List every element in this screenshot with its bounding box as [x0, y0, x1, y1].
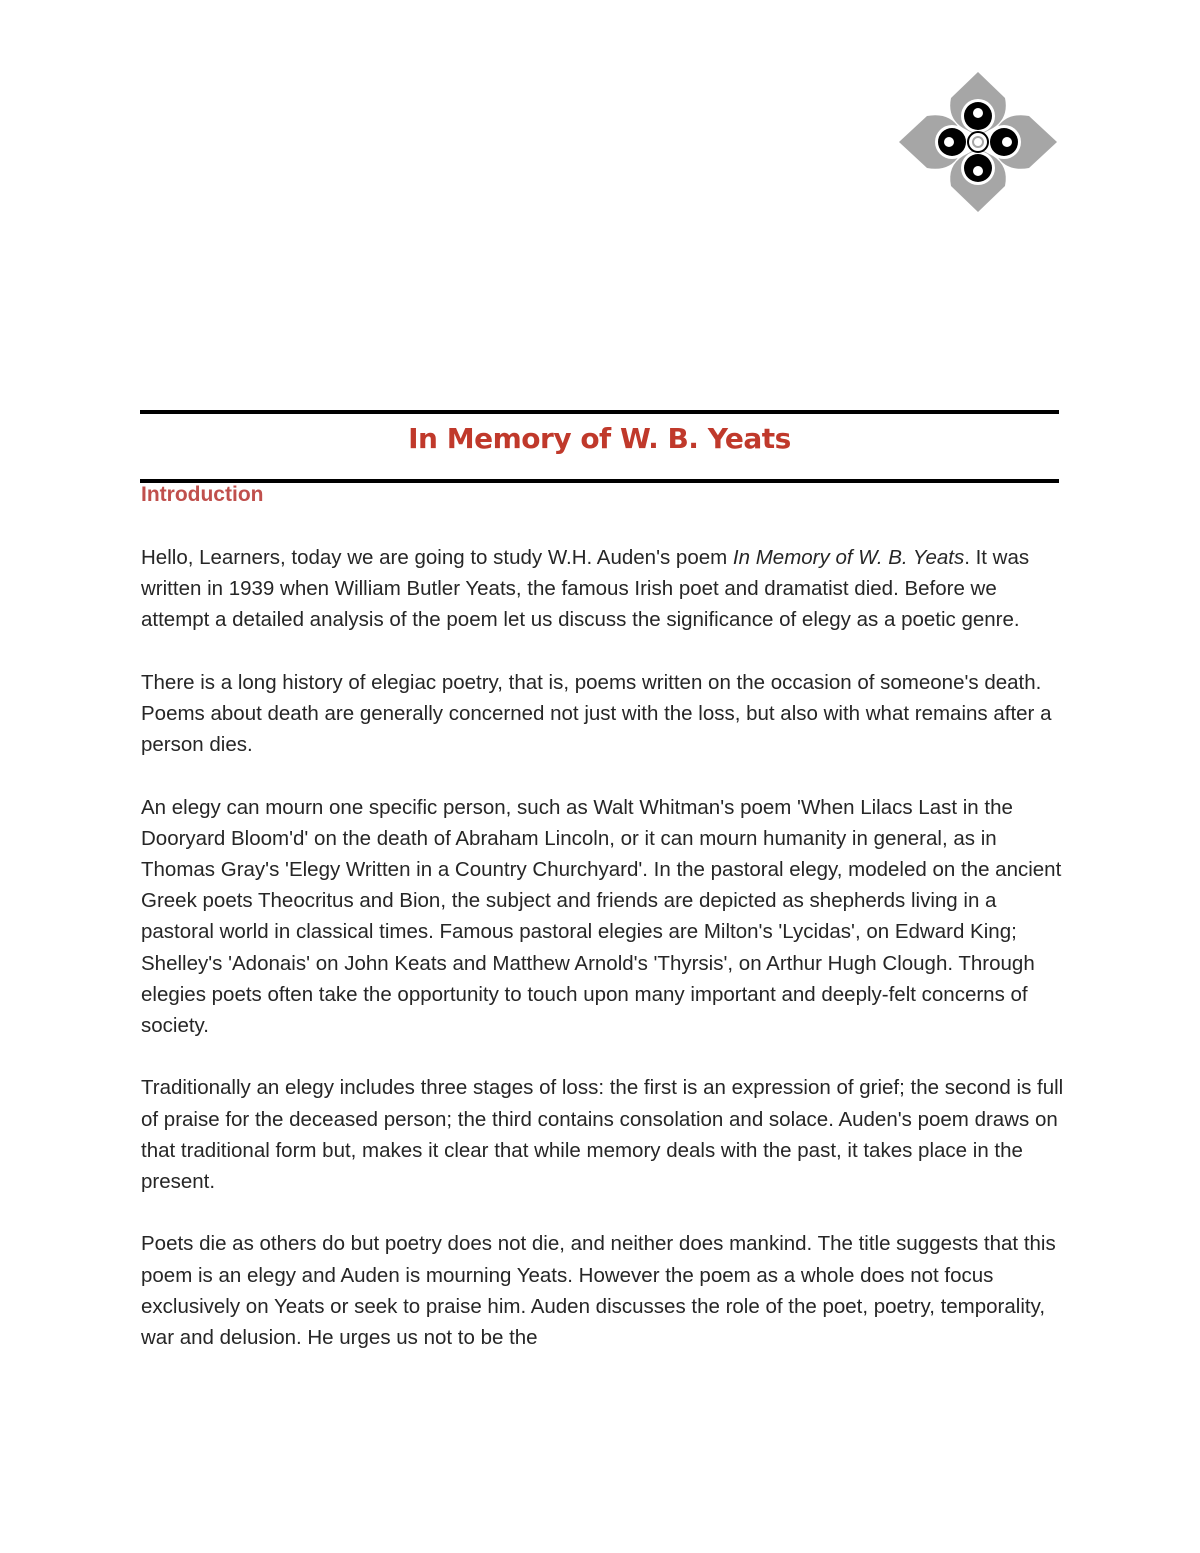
title-bottom-rule — [140, 479, 1059, 483]
paragraph-intro: Hello, Learners, today we are going to study W.H. Auden's poem In Memory of W. B. Yeats. It was written in 1939 when William Butler Yeats, the famous Irish poet and dramatist died. Before we attempt a detailed analysis of the poem let us discuss the significance of elegy as a poetic genre. — [141, 546, 1030, 632]
document-body — [141, 542, 1066, 1384]
paragraph-elegy-types: An elegy can mourn one specific person, such as Walt Whitman's poem 'When Lilacs Last in the Dooryard Bloom'd' on the death of Abraham Lincoln, or it can mourn humanity in general, as in Thomas Gray's 'Elegy Written in a Country Churchyard'. In the pastoral elegy, modeled on the ancient Greek poets Theocritus and Bion, the subject and friends are depicted as shepherds living in a pastoral world in classical times. Famous pastoral elegies are Milton's 'Lycidas', on Edward King; Shelley's 'Adonais' on John Keats and Matthew Arnold's 'Thyrsis', on Arthur Hugh Clough. Through elegies poets often take the opportunity to touch upon many important and deeply-felt concerns of society. — [141, 795, 1062, 1038]
paragraph-poets-die: Poets die as others do but poetry does not die, and neither does mankind. The title suggests that this poem is an elegy and Auden is mourning Yeats. However the poem as a whole does not focus exclusively on Yeats or seek to praise him. Auden discusses the role of the poet, poetry, temporality, war and delusion. He urges us not to be the — [141, 1232, 1056, 1350]
flower-emblem-icon — [897, 70, 1059, 214]
section-heading: Introduction — [141, 483, 264, 506]
paragraph-elegiac-history: There is a long history of elegiac poetry, that is, poems written on the occasion of someone's death. Poems about death are generally concerned not just with the loss, but also with what remains after a person dies. — [141, 670, 1052, 757]
paragraph-stages-of-loss: Traditionally an elegy includes three stages of loss: the first is an expression of grief; the second is full of praise for the deceased person; the third contains consolation and solace. Auden's poem draws on that traditional form but, makes it clear that while memory deals with the past, it takes place in the present. — [141, 1076, 1064, 1194]
title-top-rule — [140, 410, 1059, 414]
page-title: In Memory of W. B. Yeats — [408, 422, 791, 455]
poem-title-italic: In Memory of W. B. Yeats — [732, 546, 965, 569]
